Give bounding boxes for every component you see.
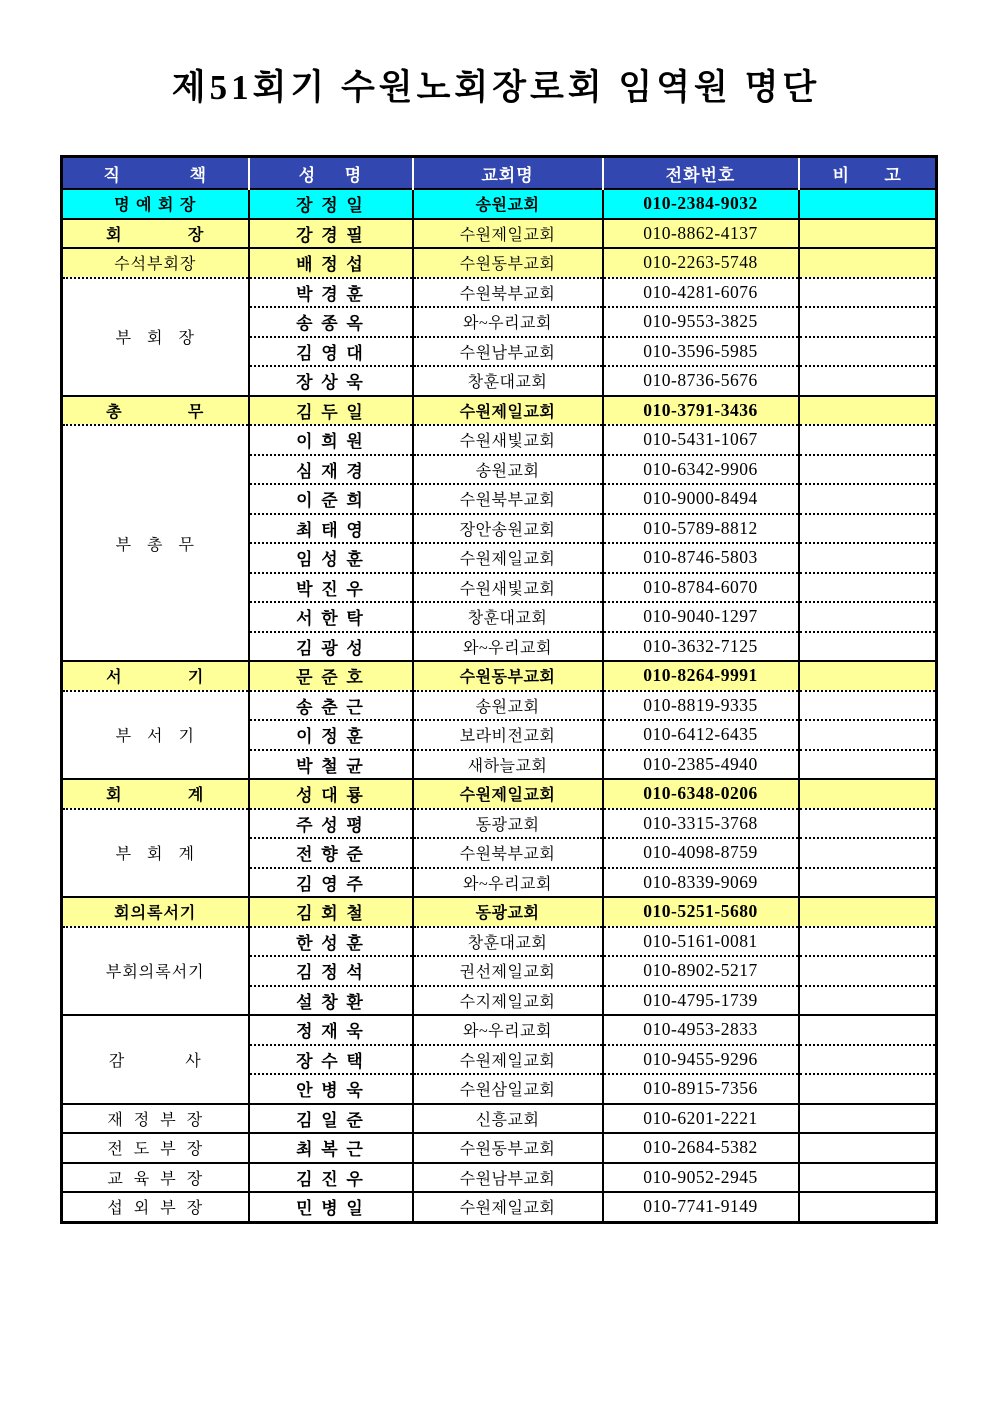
remark-cell (799, 691, 937, 721)
name-cell: 성 대 룡 (249, 779, 413, 809)
name-cell: 이 정 훈 (249, 720, 413, 750)
phone-cell: 010-4953-2833 (603, 1015, 799, 1045)
name-cell: 강 경 필 (249, 219, 413, 249)
phone-cell: 010-2384-9032 (603, 189, 799, 219)
remark-cell (799, 337, 937, 367)
phone-cell: 010-4098-8759 (603, 838, 799, 868)
remark-cell (799, 573, 937, 603)
church-cell: 수원제일교회 (413, 219, 603, 249)
phone-cell: 010-9553-3825 (603, 307, 799, 337)
church-cell: 수원제일교회 (413, 1192, 603, 1222)
remark-cell (799, 514, 937, 544)
phone-cell: 010-6342-9906 (603, 455, 799, 485)
phone-cell: 010-5789-8812 (603, 514, 799, 544)
church-cell: 수원새빛교회 (413, 425, 603, 455)
name-cell: 김 영 대 (249, 337, 413, 367)
phone-cell: 010-3791-3436 (603, 396, 799, 426)
table-row (62, 278, 937, 308)
position-cell: 서 기 (62, 661, 249, 691)
phone-cell: 010-6348-0206 (603, 779, 799, 809)
church-cell: 수원동부교회 (413, 1133, 603, 1163)
table-row (62, 1163, 937, 1193)
phone-cell: 010-5161-0081 (603, 927, 799, 957)
table-row (62, 1192, 937, 1222)
remark-cell (799, 809, 937, 839)
name-cell: 장 상 욱 (249, 366, 413, 396)
table-row (62, 691, 937, 721)
phone-cell: 010-8264-9991 (603, 661, 799, 691)
remark-cell (799, 425, 937, 455)
remark-cell (799, 455, 937, 485)
remark-cell (799, 1015, 937, 1045)
church-cell: 와~우리교회 (413, 632, 603, 662)
name-cell: 김 진 우 (249, 1163, 413, 1193)
phone-cell: 010-9052-2945 (603, 1163, 799, 1193)
name-cell: 최 태 영 (249, 514, 413, 544)
phone-cell: 010-4795-1739 (603, 986, 799, 1016)
name-cell: 최 복 근 (249, 1133, 413, 1163)
remark-cell (799, 602, 937, 632)
name-cell: 장 정 일 (249, 189, 413, 219)
header-row (62, 157, 937, 190)
page-title: 제51회기 수원노회장로회 임역원 명단 (171, 68, 821, 107)
phone-cell: 010-9000-8494 (603, 484, 799, 514)
remark-cell (799, 632, 937, 662)
name-cell: 심 재 경 (249, 455, 413, 485)
remark-cell (799, 484, 937, 514)
col-header-name: 성 명 (249, 157, 413, 190)
phone-cell: 010-3315-3768 (603, 809, 799, 839)
name-cell: 송 종 옥 (249, 307, 413, 337)
phone-cell: 010-8746-5803 (603, 543, 799, 573)
church-cell: 수원북부교회 (413, 838, 603, 868)
church-cell: 수원북부교회 (413, 278, 603, 308)
position-cell: 전 도 부 장 (62, 1133, 249, 1163)
col-header-church: 교회명 (413, 157, 603, 190)
remark-cell (799, 897, 937, 927)
table-row (62, 396, 937, 426)
remark-cell (799, 1045, 937, 1075)
remark-cell (799, 927, 937, 957)
church-cell: 권선제일교회 (413, 956, 603, 986)
church-cell: 와~우리교회 (413, 307, 603, 337)
name-cell: 김 두 일 (249, 396, 413, 426)
remark-cell (799, 543, 937, 573)
church-cell: 수원남부교회 (413, 337, 603, 367)
table-row (62, 897, 937, 927)
table-row (62, 809, 937, 839)
remark-cell (799, 1133, 937, 1163)
phone-cell: 010-3596-5985 (603, 337, 799, 367)
remark-cell (799, 956, 937, 986)
church-cell: 수원제일교회 (413, 543, 603, 573)
phone-cell: 010-8902-5217 (603, 956, 799, 986)
phone-cell: 010-3632-7125 (603, 632, 799, 662)
name-cell: 안 병 욱 (249, 1074, 413, 1104)
phone-cell: 010-8915-7356 (603, 1074, 799, 1104)
phone-cell: 010-5431-1067 (603, 425, 799, 455)
phone-cell: 010-2385-4940 (603, 750, 799, 780)
position-cell: 명 예 회 장 (62, 189, 249, 219)
church-cell: 수원북부교회 (413, 484, 603, 514)
church-cell: 신흥교회 (413, 1104, 603, 1134)
remark-cell (799, 1163, 937, 1193)
remark-cell (799, 779, 937, 809)
church-cell: 수원제일교회 (413, 1045, 603, 1075)
name-cell: 김 회 철 (249, 897, 413, 927)
phone-cell: 010-6201-2221 (603, 1104, 799, 1134)
church-cell: 수원제일교회 (413, 779, 603, 809)
name-cell: 서 한 탁 (249, 602, 413, 632)
name-cell: 김 정 석 (249, 956, 413, 986)
name-cell: 김 영 주 (249, 868, 413, 898)
church-cell: 수원제일교회 (413, 396, 603, 426)
table-row (62, 1104, 937, 1134)
col-header-remark: 비 고 (799, 157, 937, 190)
church-cell: 수원동부교회 (413, 661, 603, 691)
church-cell: 수지제일교회 (413, 986, 603, 1016)
name-cell: 주 성 평 (249, 809, 413, 839)
remark-cell (799, 396, 937, 426)
name-cell: 박 경 훈 (249, 278, 413, 308)
phone-cell: 010-4281-6076 (603, 278, 799, 308)
name-cell: 배 정 섭 (249, 248, 413, 278)
church-cell: 창훈대교회 (413, 927, 603, 957)
church-cell: 수원새빛교회 (413, 573, 603, 603)
name-cell: 임 성 훈 (249, 543, 413, 573)
position-cell: 수석부회장 (62, 248, 249, 278)
officer-table (60, 155, 938, 1224)
phone-cell: 010-9455-9296 (603, 1045, 799, 1075)
phone-cell: 010-8862-4137 (603, 219, 799, 249)
position-cell: 부 총 무 (62, 425, 249, 661)
position-cell: 감 사 (62, 1015, 249, 1104)
church-cell: 수원남부교회 (413, 1163, 603, 1193)
col-header-position: 직 책 (62, 157, 249, 190)
name-cell: 박 진 우 (249, 573, 413, 603)
remark-cell (799, 1104, 937, 1134)
name-cell: 송 춘 근 (249, 691, 413, 721)
church-cell: 송원교회 (413, 455, 603, 485)
table-row (62, 219, 937, 249)
table-row (62, 661, 937, 691)
table-row (62, 779, 937, 809)
remark-cell (799, 366, 937, 396)
name-cell: 전 향 준 (249, 838, 413, 868)
name-cell: 이 준 희 (249, 484, 413, 514)
position-cell: 교 육 부 장 (62, 1163, 249, 1193)
position-cell: 회 계 (62, 779, 249, 809)
position-cell: 회 장 (62, 219, 249, 249)
remark-cell (799, 1192, 937, 1222)
name-cell: 김 일 준 (249, 1104, 413, 1134)
phone-cell: 010-5251-5680 (603, 897, 799, 927)
church-cell: 새하늘교회 (413, 750, 603, 780)
church-cell: 송원교회 (413, 189, 603, 219)
phone-cell: 010-8784-6070 (603, 573, 799, 603)
position-cell: 부회의록서기 (62, 927, 249, 1016)
phone-cell: 010-9040-1297 (603, 602, 799, 632)
church-cell: 와~우리교회 (413, 868, 603, 898)
remark-cell (799, 868, 937, 898)
church-cell: 보라비전교회 (413, 720, 603, 750)
name-cell: 한 성 훈 (249, 927, 413, 957)
remark-cell (799, 720, 937, 750)
table-row (62, 189, 937, 219)
position-cell: 섭 외 부 장 (62, 1192, 249, 1222)
phone-cell: 010-8819-9335 (603, 691, 799, 721)
name-cell: 설 창 환 (249, 986, 413, 1016)
church-cell: 창훈대교회 (413, 602, 603, 632)
table-row (62, 1015, 937, 1045)
phone-cell: 010-8736-5676 (603, 366, 799, 396)
name-cell: 김 광 성 (249, 632, 413, 662)
church-cell: 동광교회 (413, 809, 603, 839)
church-cell: 동광교회 (413, 897, 603, 927)
table-row (62, 927, 937, 957)
name-cell: 정 재 욱 (249, 1015, 413, 1045)
name-cell: 민 병 일 (249, 1192, 413, 1222)
phone-cell: 010-7741-9149 (603, 1192, 799, 1222)
remark-cell (799, 278, 937, 308)
name-cell: 박 철 균 (249, 750, 413, 780)
phone-cell: 010-6412-6435 (603, 720, 799, 750)
phone-cell: 010-2263-5748 (603, 248, 799, 278)
remark-cell (799, 189, 937, 219)
position-cell: 부 회 계 (62, 809, 249, 898)
church-cell: 창훈대교회 (413, 366, 603, 396)
church-cell: 와~우리교회 (413, 1015, 603, 1045)
name-cell: 장 수 택 (249, 1045, 413, 1075)
remark-cell (799, 1074, 937, 1104)
remark-cell (799, 219, 937, 249)
church-cell: 장안송원교회 (413, 514, 603, 544)
table-row (62, 248, 937, 278)
remark-cell (799, 750, 937, 780)
table-row (62, 425, 937, 455)
position-cell: 회의록서기 (62, 897, 249, 927)
phone-cell: 010-8339-9069 (603, 868, 799, 898)
table-row (62, 1133, 937, 1163)
remark-cell (799, 307, 937, 337)
position-cell: 부 서 기 (62, 691, 249, 780)
church-cell: 수원삼일교회 (413, 1074, 603, 1104)
name-cell: 이 희 원 (249, 425, 413, 455)
remark-cell (799, 838, 937, 868)
remark-cell (799, 248, 937, 278)
position-cell: 재 정 부 장 (62, 1104, 249, 1134)
phone-cell: 010-2684-5382 (603, 1133, 799, 1163)
remark-cell (799, 661, 937, 691)
remark-cell (799, 986, 937, 1016)
position-cell: 부 회 장 (62, 278, 249, 396)
col-header-phone: 전화번호 (603, 157, 799, 190)
church-cell: 송원교회 (413, 691, 603, 721)
church-cell: 수원동부교회 (413, 248, 603, 278)
officer-table-body (62, 189, 937, 1222)
position-cell: 총 무 (62, 396, 249, 426)
name-cell: 문 준 호 (249, 661, 413, 691)
